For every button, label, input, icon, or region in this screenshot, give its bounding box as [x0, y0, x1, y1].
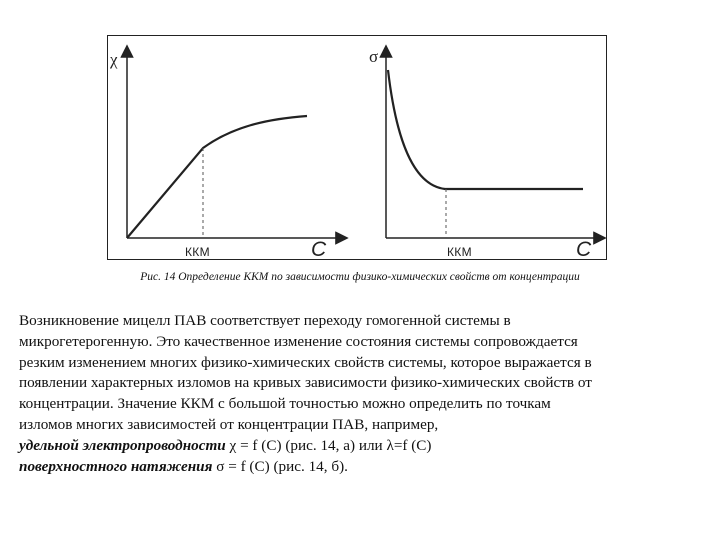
paragraph-line: концентрации. Значение ККМ с большой точностью можно определить по точкам: [19, 395, 551, 413]
paragraph-line: Возникновение мицелл ПАВ соответствует переходу гомогенной системы в: [19, 312, 511, 329]
right-cmc-label: ККМ: [447, 245, 472, 259]
body-paragraph: [19, 311, 709, 477]
term-surface-tension: поверхностного натяжения: [19, 457, 213, 475]
paragraph-line: резким изменением многих физико-химических свойств системы, которое выражается в: [19, 353, 592, 371]
paragraph-line-conductivity: [19, 436, 709, 457]
figure-caption: Рис. 14 Определение ККМ по зависимости физико-химических свойств от концентрации: [140, 271, 580, 283]
paragraph-line-surface-tension: [19, 457, 709, 478]
left-panel: [127, 47, 346, 238]
left-cmc-label: ККМ: [185, 245, 210, 259]
right-panel: [386, 47, 604, 238]
paragraph-line: появлении характерных изломов на кривых зависимости физико-химических свойств от: [19, 374, 592, 392]
right-x-label: C: [576, 238, 592, 261]
term-conductivity: удельной электропроводности: [19, 436, 226, 454]
formula-surface-tension: σ = f (C) (рис. 14, б).: [212, 457, 348, 475]
right-y-label: σ: [369, 47, 379, 66]
formula-conductivity: χ = f (C) (рис. 14, а) или λ=f (C): [225, 436, 432, 454]
paragraph-line: изломов многих зависимостей от концентрации ПАВ, например,: [19, 415, 439, 433]
right-curve: [388, 70, 583, 189]
left-x-label: C: [311, 238, 327, 261]
left-curve: [127, 116, 307, 238]
paragraph-line: микрогетерогенную. Это качественное изменение состояния системы сопровождается: [19, 332, 578, 350]
left-y-label: χ: [110, 50, 118, 69]
